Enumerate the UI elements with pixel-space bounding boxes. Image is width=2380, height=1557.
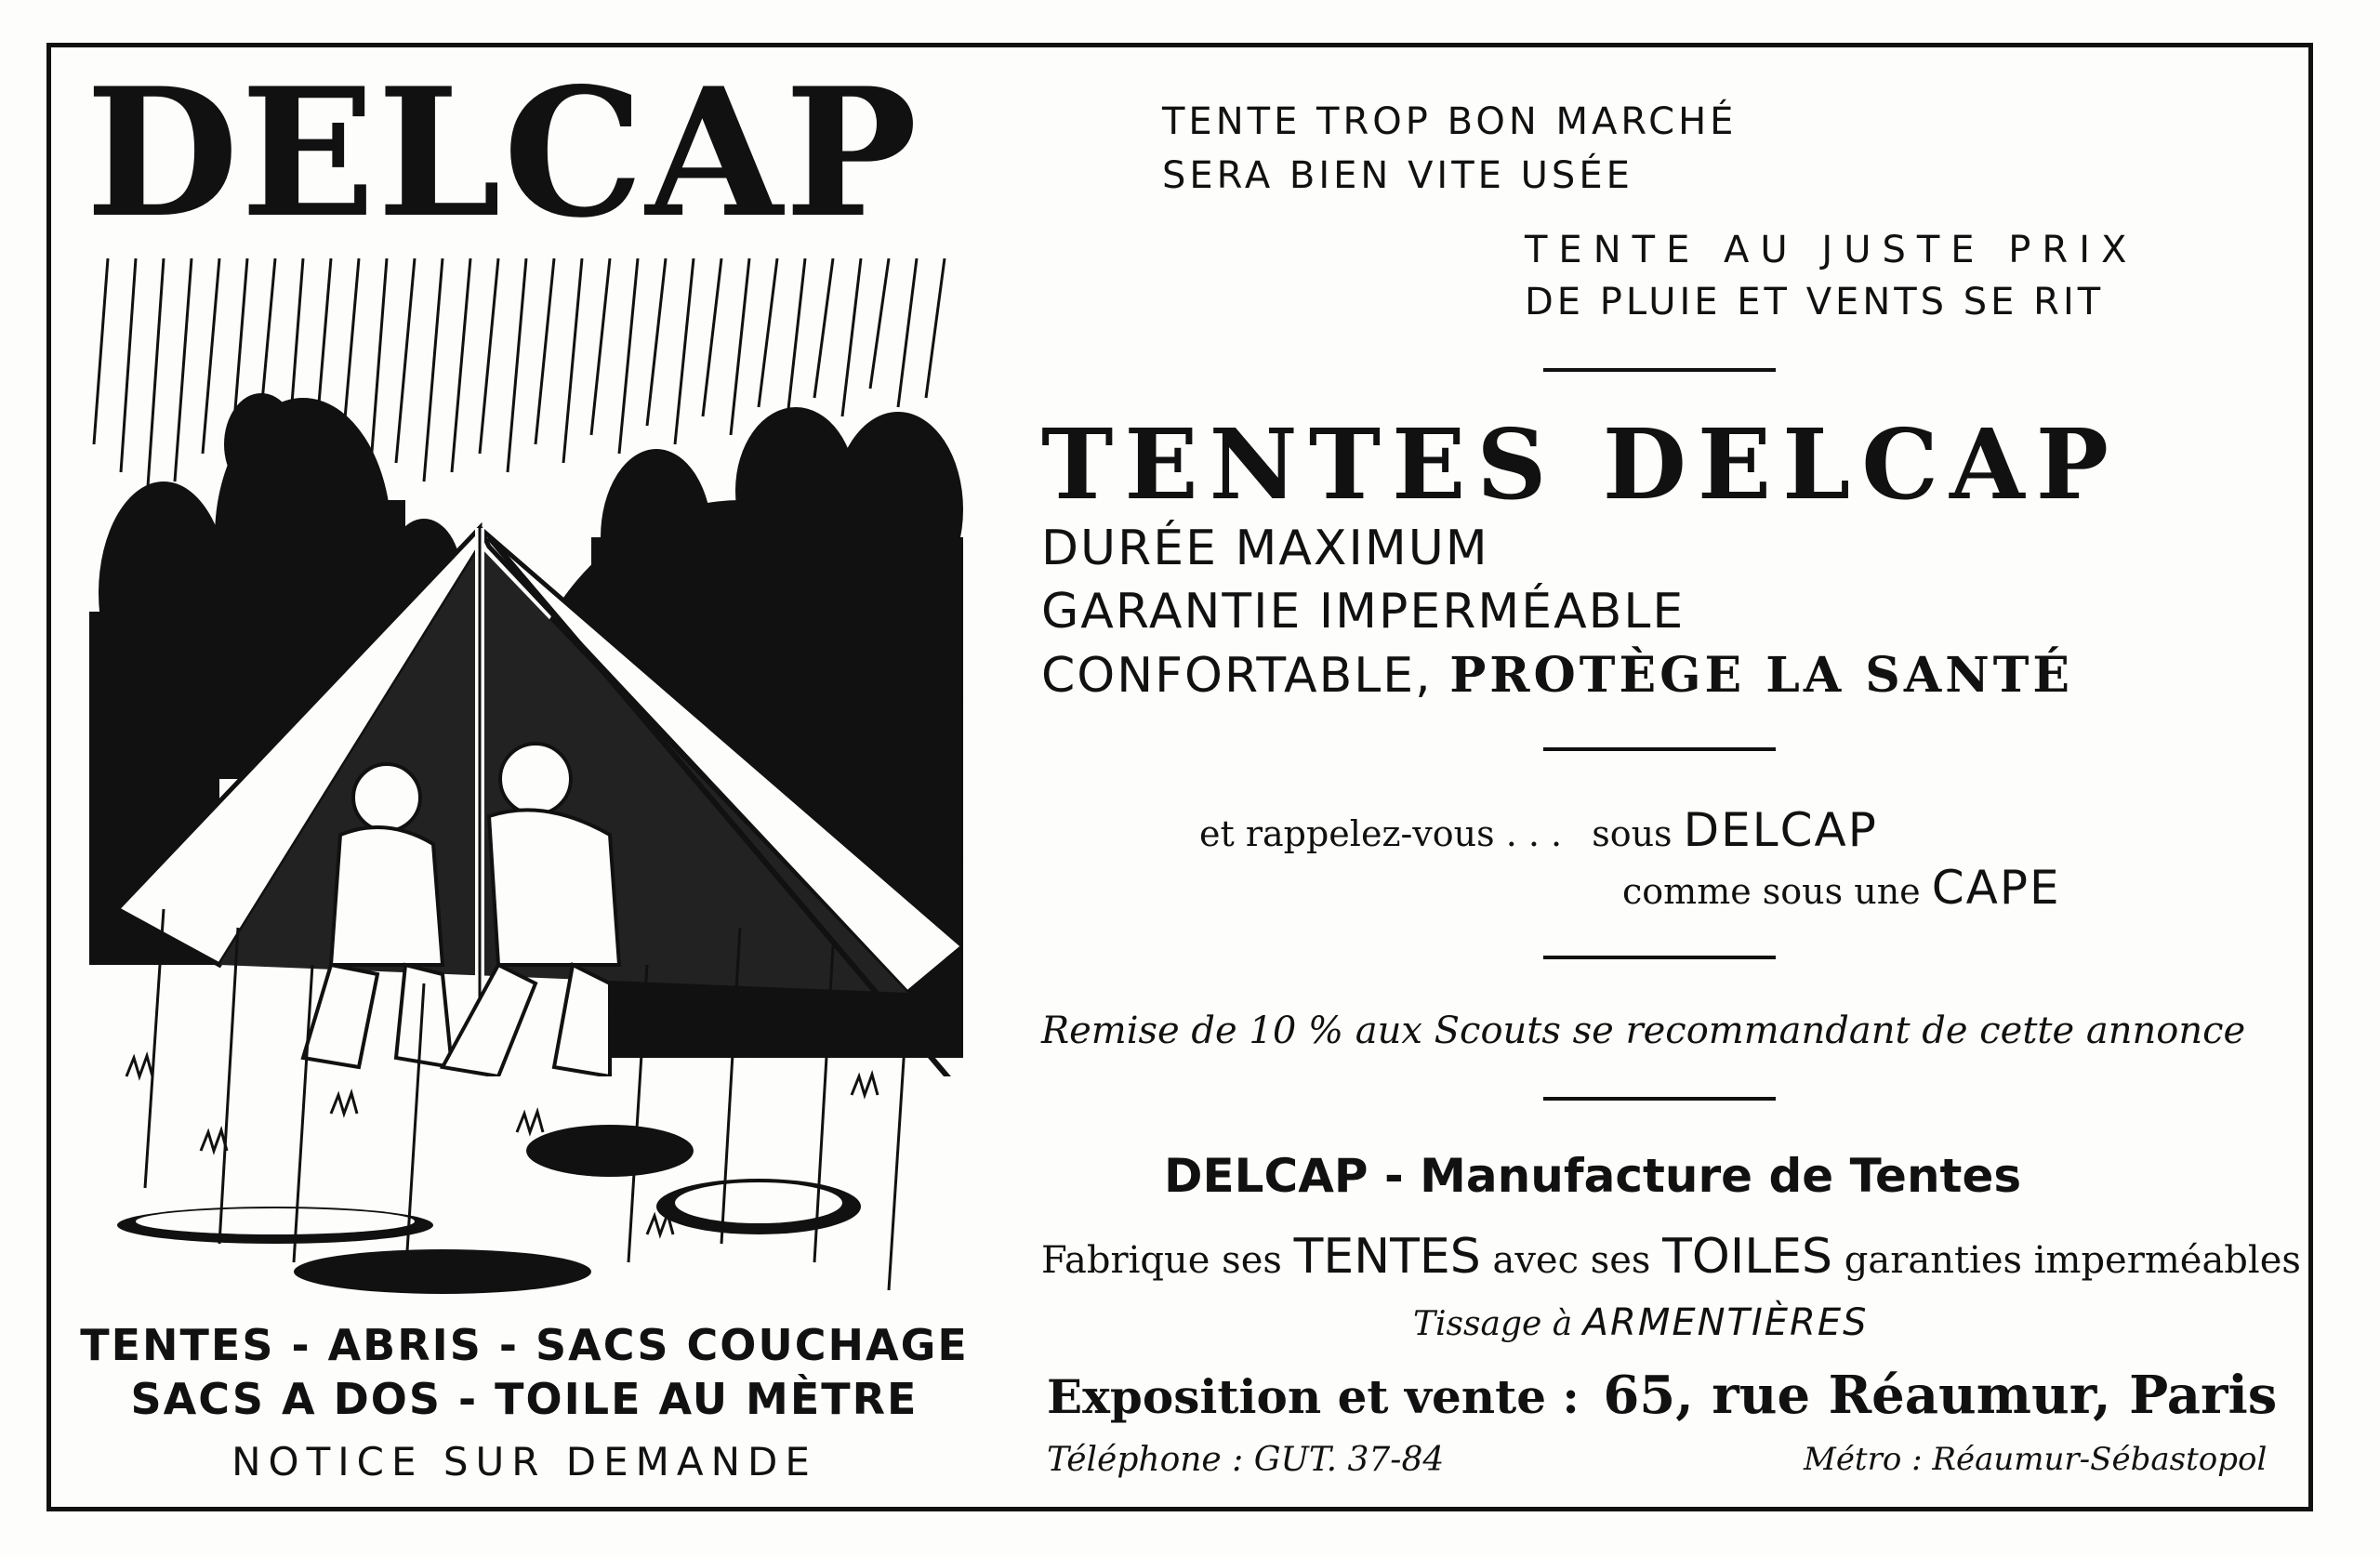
telephone-label: Téléphone : <box>1047 1441 1244 1479</box>
expo-line <box>1047 1365 2277 1426</box>
slogan-line-3: TENTE AU JUSTE PRIX <box>1525 229 2138 271</box>
maker-sep: - <box>1383 1149 1404 1203</box>
maker-line <box>1164 1149 2021 1203</box>
fabrique-c: avec ses <box>1492 1239 1651 1282</box>
fabrique-tentes: TENTES <box>1293 1229 1481 1285</box>
expo-label: Exposition et vente : <box>1047 1369 1580 1424</box>
rappel-line-1 <box>1199 803 1878 857</box>
products-line-2: SACS A DOS - TOILE AU MÈTRE <box>130 1374 919 1424</box>
products-line-1: TENTES - ABRIS - SACS COUCHAGE <box>80 1320 969 1370</box>
slogan-line-4: DE PLUIE ET VENTS SE RIT <box>1525 281 2105 323</box>
divider <box>1543 1097 1776 1101</box>
feature-confortable: CONFORTABLE, <box>1041 648 1433 704</box>
rappel-comme: comme sous une <box>1622 871 1921 912</box>
slogan-line-1: TENTE TROP BON MARCHÉ <box>1162 100 1738 143</box>
feature-line-3 <box>1041 647 2073 704</box>
tissage-armentieres: ARMENTIÈRES <box>1582 1301 1869 1344</box>
rappel-delcap: DELCAP <box>1683 803 1878 857</box>
divider <box>1543 747 1776 751</box>
expo-address: 65, rue Réaumur, Paris <box>1603 1365 2278 1426</box>
tissage-line <box>1413 1301 1868 1344</box>
rappel-sous: sous <box>1592 813 1673 854</box>
rappel-cape: CAPE <box>1931 861 2061 915</box>
feature-line-2: GARANTIE IMPERMÉABLE <box>1041 584 1686 640</box>
remise-text: Remise de 10 % aux Scouts se recommandant de cette annonce <box>1041 1009 2246 1052</box>
rappel-text: et rappelez-vous . . . <box>1199 813 1563 854</box>
maker-rest: Manufacture de Tentes <box>1420 1149 2022 1203</box>
fabrique-e: garanties imperméables <box>1844 1239 2301 1282</box>
metro-line <box>1804 1441 2267 1478</box>
feature-line-1: DURÉE MAXIMUM <box>1041 521 1489 576</box>
feature-protege: PROTÈGE LA SANTÉ <box>1449 647 2074 704</box>
headline: TENTES DELCAP <box>1041 407 2120 521</box>
slogan-line-2: SERA BIEN VITE USÉE <box>1162 154 1633 197</box>
maker-name: DELCAP <box>1164 1149 1368 1203</box>
telephone-number: GUT. 37-84 <box>1253 1441 1445 1479</box>
divider <box>1543 956 1776 959</box>
metro-label: Métro : <box>1804 1441 1923 1478</box>
notice-text: NOTICE SUR DEMANDE <box>231 1439 817 1484</box>
telephone-line <box>1047 1441 1444 1479</box>
divider <box>1543 368 1776 372</box>
rappel-line-2 <box>1622 861 2061 915</box>
brand-logo: DELCAP <box>86 49 919 257</box>
metro-station: Réaumur-Sébastopol <box>1932 1441 2268 1478</box>
fabrique-a: Fabrique ses <box>1041 1239 1282 1282</box>
fabrique-line <box>1041 1229 2301 1285</box>
tent-illustration <box>89 258 963 1309</box>
tissage-a: Tissage à <box>1413 1305 1573 1343</box>
fabrique-toiles: TOILES <box>1662 1229 1833 1285</box>
